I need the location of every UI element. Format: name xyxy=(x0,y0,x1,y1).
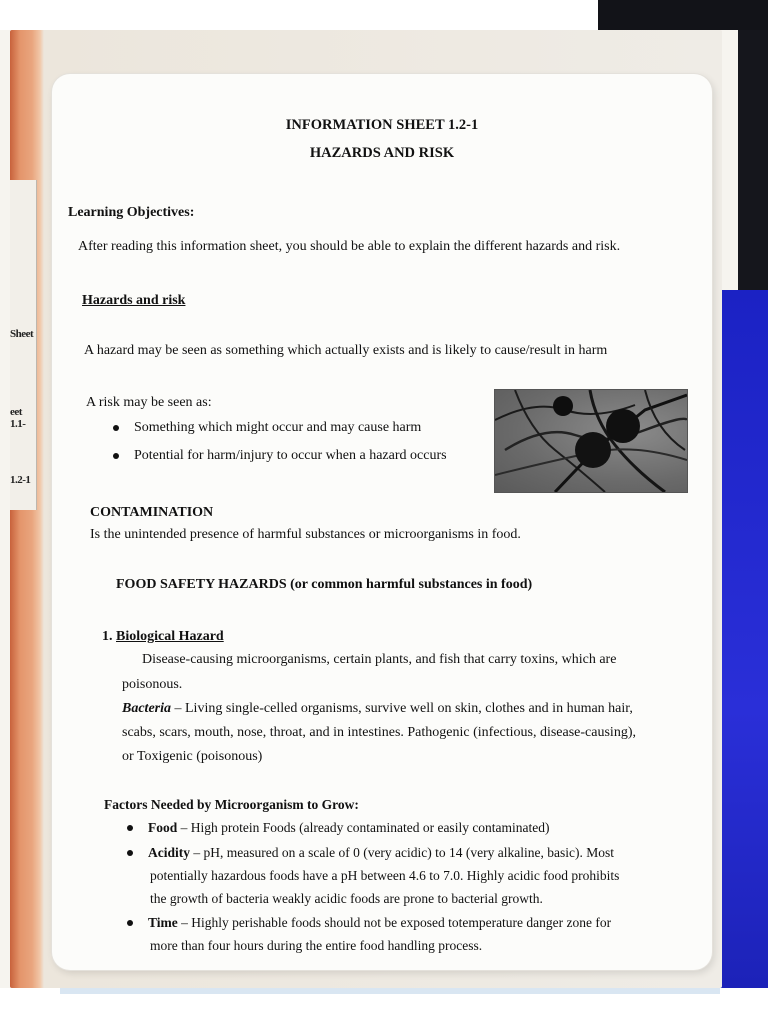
biological-hazard-heading: Biological Hazard xyxy=(116,629,224,644)
time-term: Time xyxy=(148,915,178,930)
edge-text-sheet: Sheet xyxy=(10,328,34,340)
edge-text-ref-b: 1.2-1 xyxy=(10,474,31,486)
information-sheet xyxy=(52,74,712,970)
learning-objectives-heading: Learning Objectives: xyxy=(68,205,195,220)
background-right-dark xyxy=(738,30,768,300)
risk-item: Potential for harm/injury to occur when a hazard occurs xyxy=(134,448,447,463)
biological-hazard-text-line: poisonous. xyxy=(122,677,183,692)
background-blue-cloth xyxy=(720,290,768,990)
acidity-text-line: the growth of bacteria weakly acidic foods are prone to bacterial growth. xyxy=(150,891,543,906)
background-top xyxy=(0,0,768,30)
bullet xyxy=(127,850,133,856)
learning-objectives-text: After reading this information sheet, you should be able to explain the different hazards and risk. xyxy=(78,239,621,254)
acidity-text-line: potentially hazardous foods have a pH between 4.6 to 7.0. Highly acidic food prohibits xyxy=(150,868,620,883)
biological-hazard-text-line: Disease-causing microorganisms, certain plants, and fish that carry toxins, which are xyxy=(142,652,617,667)
factors-heading: Factors Needed by Microorganism to Grow: xyxy=(104,797,359,812)
bullet xyxy=(127,920,133,926)
time-text-line: more than four hours during the entire food handling process. xyxy=(150,938,483,953)
hazard-definition: A hazard may be seen as something which actually exists and is likely to cause/result in harm xyxy=(84,343,608,358)
bacteria-text-line: scabs, scars, mouth, nose, throat, and in intestines. Pathogenic (infectious, disease-causing), xyxy=(122,725,636,740)
contamination-text: Is the unintended presence of harmful substances or microorganisms in food. xyxy=(90,527,521,542)
food-text: – High protein Foods (already contaminated or easily contaminated) xyxy=(177,820,550,835)
bullet xyxy=(113,453,119,459)
previous-page-edge xyxy=(10,180,37,510)
acidity-text: – pH, measured on a scale of 0 (very acidic) to 14 (very alkaline, basic). Most xyxy=(190,845,614,860)
bullet xyxy=(127,825,133,831)
microorganism-photo xyxy=(494,389,688,493)
biological-hazard-number: 1. xyxy=(102,629,113,644)
book xyxy=(10,30,722,988)
risk-item: Something which might occur and may cause harm xyxy=(134,420,422,435)
bullet xyxy=(113,425,119,431)
microorganism-illustration xyxy=(495,390,687,492)
time-text: – Highly perishable foods should not be exposed totemperature danger zone for xyxy=(177,915,612,930)
edge-text-ref-a: eet 1.1- xyxy=(10,406,26,430)
food-safety-heading: FOOD SAFETY HAZARDS (or common harmful substances in food) xyxy=(116,577,533,592)
risk-intro: A risk may be seen as: xyxy=(86,395,212,410)
acidity-term: Acidity xyxy=(148,845,190,860)
hazards-and-risk-heading: Hazards and risk xyxy=(82,293,186,308)
page-title: INFORMATION SHEET 1.2-1 xyxy=(285,117,479,133)
food-term: Food xyxy=(148,820,178,835)
bacteria-text-line: or Toxigenic (poisonous) xyxy=(122,749,263,764)
background-bottom xyxy=(0,988,768,1024)
bacteria-term: Bacteria xyxy=(122,701,171,716)
bacteria-definition: – Living single-celled organisms, survive well on skin, clothes and in human hair, xyxy=(171,701,633,716)
page-subtitle: HAZARDS AND RISK xyxy=(309,145,455,161)
contamination-heading: CONTAMINATION xyxy=(90,505,214,520)
